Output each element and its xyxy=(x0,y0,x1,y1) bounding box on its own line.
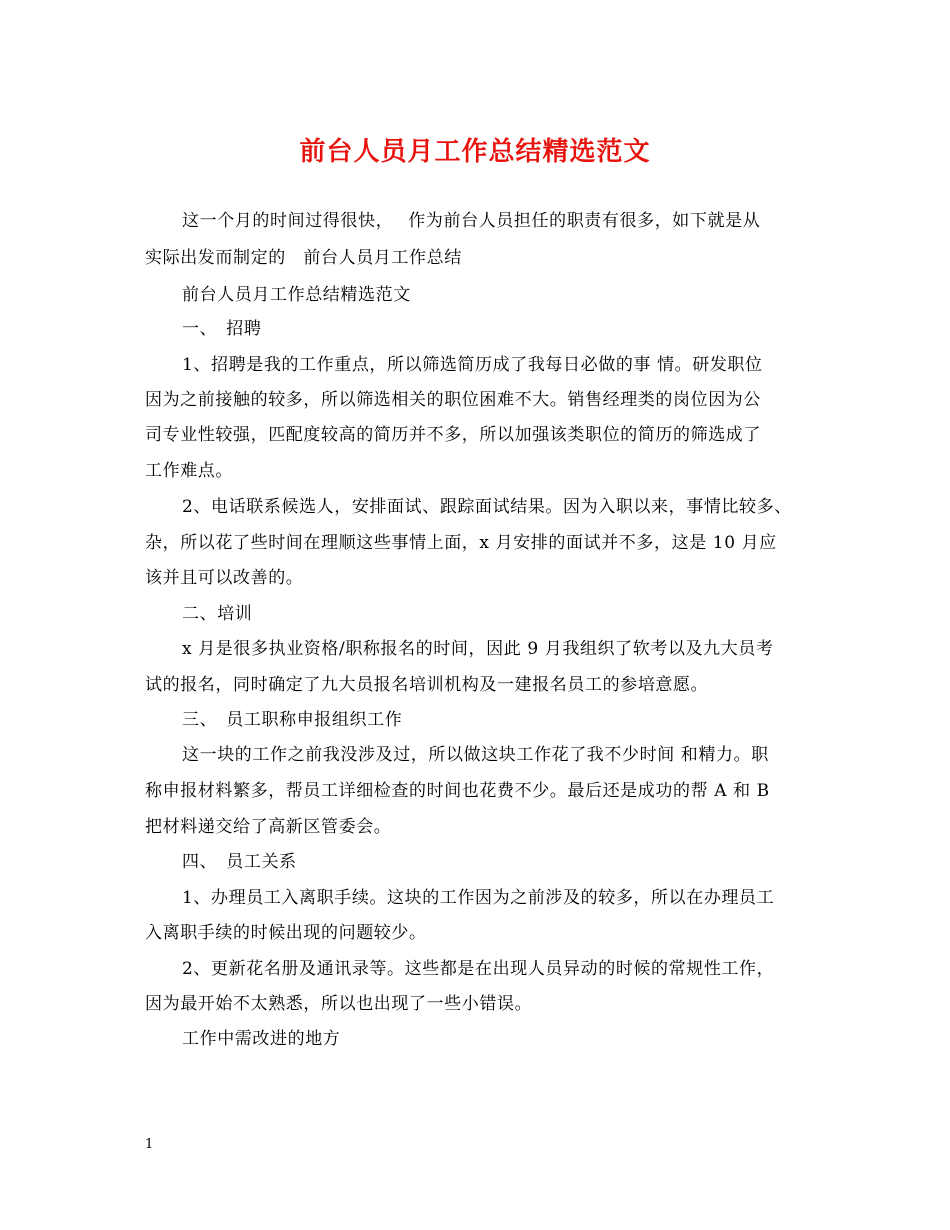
paragraph-line: 因为最开始不太熟悉，所以也出现了一些小错误。 xyxy=(145,994,533,1014)
paragraph-line: 2、更新花名册及通讯录等。这些都是在出现人员异动的时候的常规性工作， xyxy=(182,959,775,979)
paragraph-line: 试的报名，同时确定了九大员报名培训机构及一建报名员工的参培意愿。 xyxy=(145,675,709,695)
paragraph-line: 1、招聘是我的工作重点，所以筛选简历成了我每日必做的事 情。研发职位 xyxy=(182,355,763,375)
paragraph-line: 入离职手续的时候出现的问题较少。 xyxy=(145,923,427,943)
paragraph-line: 1、办理员工入离职手续。这块的工作因为之前涉及的较多，所以在办理员工 xyxy=(182,888,775,908)
paragraph-line: 该并且可以改善的。 xyxy=(145,568,304,588)
paragraph-line: 这一个月的时间过得很快， 作为前台人员担任的职责有很多，如下就是从 xyxy=(182,211,761,231)
section-heading: 一、 招聘 xyxy=(182,319,262,339)
paragraph-line: x 月是很多执业资格/职称报名的时间，因此 9 月我组织了软考以及九大员考 xyxy=(182,639,774,659)
section-heading: 二、培训 xyxy=(182,604,253,624)
paragraph-line: 因为之前接触的较多，所以筛选相关的职位困难不大。销售经理类的岗位因为公 xyxy=(145,390,761,410)
paragraph-line: 把材料递交给了高新区管委会。 xyxy=(145,817,392,837)
section-heading: 三、 员工职称申报组织工作 xyxy=(182,710,403,730)
section-heading: 工作中需改进的地方 xyxy=(182,1029,341,1049)
paragraph-line: 这一块的工作之前我没涉及过，所以做这块工作花了我不少时间 和精力。职 xyxy=(182,745,769,765)
section-heading: 四、 员工关系 xyxy=(182,852,297,872)
paragraph-line: 杂，所以花了些时间在理顺这些事情上面，x 月安排的面试并不多，这是 10 月应 xyxy=(145,533,777,553)
paragraph-line: 实际出发而制定的 前台人员月工作总结 xyxy=(145,248,462,268)
paragraph-line: 2、电话联系候选人，安排面试、跟踪面试结果。因为入职以来，事情比较多、 xyxy=(182,497,792,517)
paragraph-line: 工作难点。 xyxy=(145,461,233,481)
paragraph-line: 称申报材料繁多，帮员工详细检查的时间也花费不少。最后还是成功的帮 A 和 B xyxy=(145,781,770,801)
page-number: 1 xyxy=(145,1137,154,1152)
paragraph-line: 司专业性较强，匹配度较高的简历并不多，所以加强该类职位的简历的筛选成了 xyxy=(145,425,761,445)
paragraph-line: 前台人员月工作总结精选范文 xyxy=(182,285,411,305)
document-title: 前台人员月工作总结精选范文 xyxy=(299,137,651,167)
